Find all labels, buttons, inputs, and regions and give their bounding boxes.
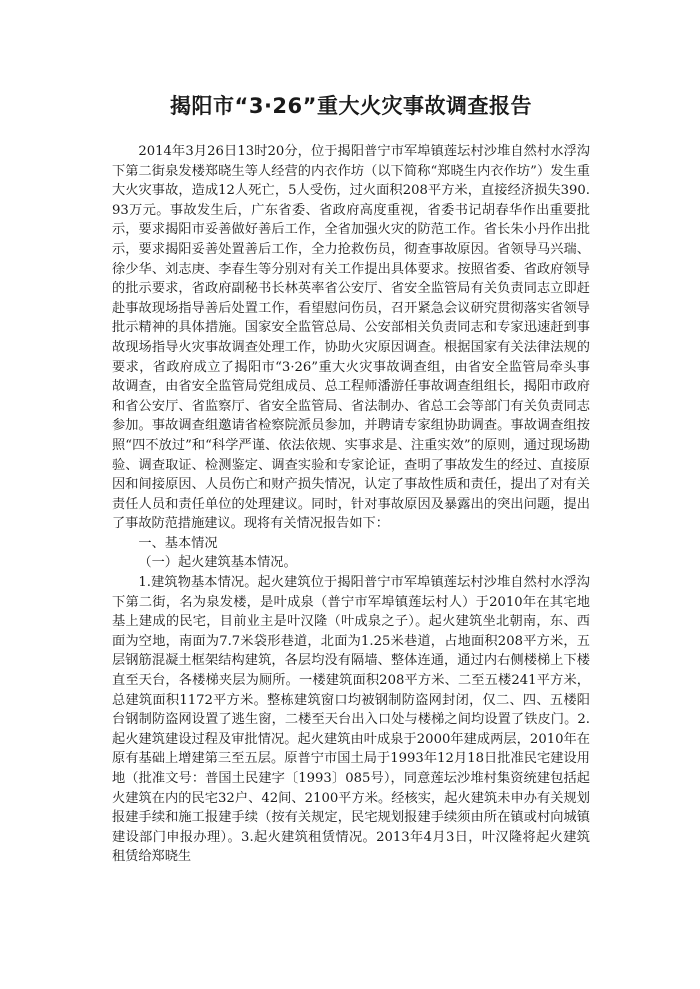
- section-heading-basic-info: 一、基本情况: [138, 535, 218, 551]
- building-info-paragraph: 1.建筑物基本情况。起火建筑位于揭阳普宁市军埠镇莲坛村沙堆自然村水浮沟下第二街，名为泉发楼，是叶成泉（普宁市军埠镇莲坛村人）于2010年在其宅地基上建成的民宅，目前业主是叶汉隆（叶成泉之子）。起火建筑坐北朝南，东、西面为空地，南面为7.7米袋形巷道，北面为1.25米巷道，占地面积208平方米，五层钢筋混凝土框架结构建筑，各层均没有隔墙、整体连通，通过内右侧楼梯上下楼直至天台，各楼梯夹层为厕所。一楼建筑面积208平方米、二至五楼241平方米，总建筑面积1172平方米。整栋建筑窗口均被钢制防盗网封闭，仅二、四、五楼阳台钢制防盗网设置了逃生窗，二楼至天台出入口处与楼梯之间均设置了铁皮门。2.起火建筑建设过程及审批情况。起火建筑由叶成泉于2000年建成两层，2010年在原有基础上增建第三至五层。原普宁市国土局于1993年12月18日批准民宅建设用地（批准文号：普国土民建字〔1993〕085号），同意莲坛沙堆村集资统建包括起火建筑在内的民宅32户、42间、2100平方米。经核实，起火建筑未申办有关规划报建手续和施工报建手续（按有关规定，民宅规划报建手续须由所在镇或村向城镇建设部门申报办理）。3.起火建筑租赁情况。2013年4月3日，叶汉隆将起火建筑租赁给郑晓生: [112, 575, 590, 865]
- subsection-heading-building: （一）起火建筑基本情况。: [138, 555, 297, 571]
- document-page: [112, 92, 590, 867]
- document-title: 揭阳市“3·26”重大火灾事故调查报告: [170, 94, 532, 118]
- intro-paragraph: 2014年3月26日13时20分，位于揭阳普宁市军埠镇莲坛村沙堆自然村水浮沟下第二街泉发楼郑晓生等人经营的内衣作坊（以下简称“郑晓生内衣作坊”）发生重大火灾事故，造成12人死亡，5人受伤，过火面积208平方米，直接经济损失390.93万元。事故发生后，广东省委、省政府高度重视，省委书记胡春华作出重要批示，要求揭阳市妥善做好善后工作，全省加强火灾的防范工作。省长朱小丹作出批示，要求揭阳妥善处置善后工作，全力抢救伤员，彻查事故原因。省领导马兴瑞、徐少华、刘志庚、李春生等分别对有关工作提出具体要求。按照省委、省政府领导的批示要求，省政府副秘书长林英率省公安厅、省安全监管局有关负责同志立即赶赴事故现场指导善后处置工作，看望慰问伤员，召开紧急会议研究贯彻落实省领导批示精神的具体措施。国家安全监管总局、公安部相关负责同志和专家迅速赶到事故现场指导火灾事故调查处理工作，协助火灾原因调查。根据国家有关法律法规的要求，省政府成立了揭阳市“3·26”重大火灾事故调查组，由省安全监管局牵头事故调查，由省安全监管局党组成员、总工程师潘游任事故调查组组长，揭阳市政府和省公安厅、省监察厅、省安全监管局、省法制办、省总工会等部门有关负责同志参加。事故调查组邀请省检察院派员参加，并聘请专家组协助调查。事故调查组按照“四不放过”和“科学严谨、依法依规、实事求是、注重实效”的原则，通过现场勘验、调查取证、检测鉴定、调查实验和专家论证，查明了事故发生的经过、直接原因和间接原因、人员伤亡和财产损失情况，认定了事故性质和责任，提出了对有关责任人员和责任单位的处理建议。同时，针对事故原因及暴露出的突出问题，提出了事故防范措施建议。现将有关情况报告如下：: [112, 144, 590, 532]
